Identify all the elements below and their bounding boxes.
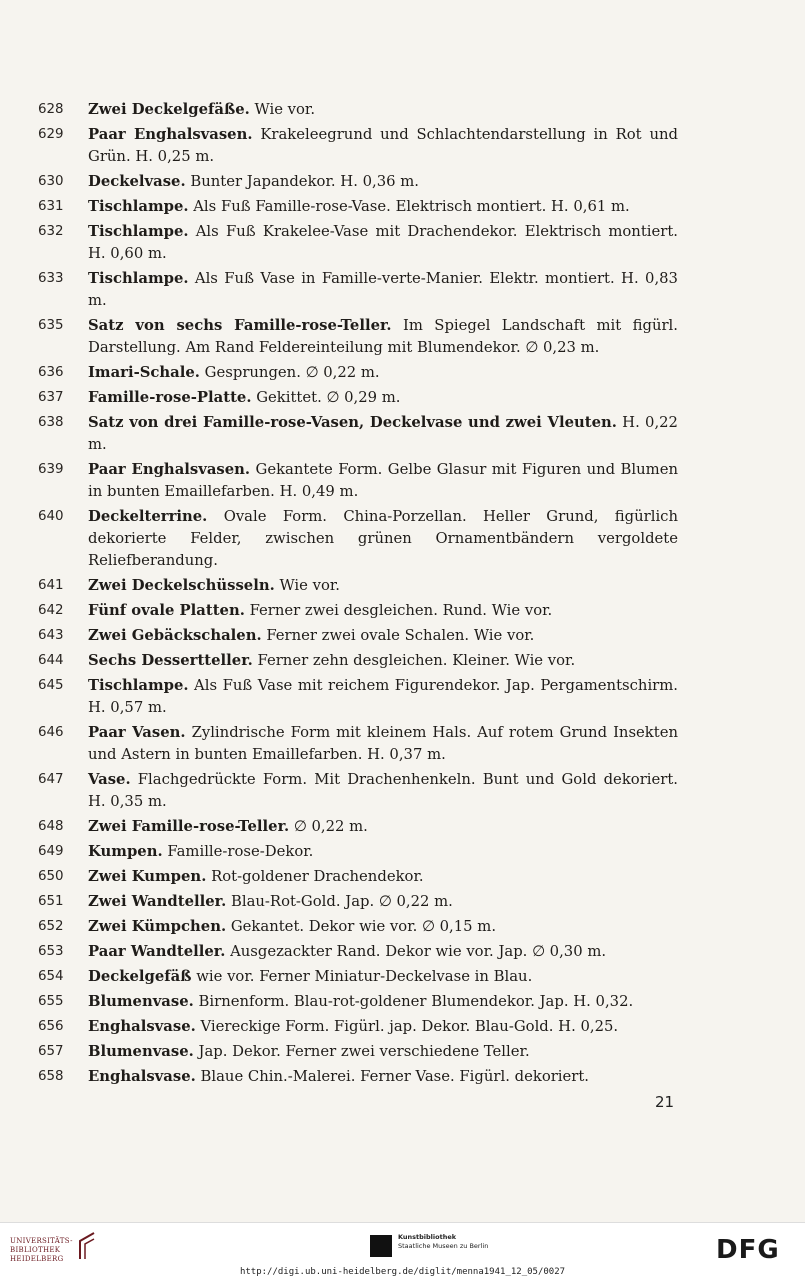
lot-details: Als Fuß Vase in Famille-verte-Manier. Elektr. montiert. H. 0,83 m. [88, 270, 678, 309]
lot-description [88, 891, 678, 913]
catalog-entry [38, 1016, 678, 1038]
lot-number: 637 [38, 390, 64, 405]
lot-number: 645 [38, 678, 64, 693]
lot-title: Tischlampe. [88, 198, 189, 215]
kunstbibliothek-label [398, 1233, 488, 1251]
lot-number: 633 [38, 271, 64, 286]
lot-number: 656 [38, 1019, 64, 1034]
lot-number: 653 [38, 944, 64, 959]
lot-details: Gekantete Form. Gelbe Glasur mit Figuren und Blumen in bunten Emaillefarben. H. 0,49 m. [88, 461, 678, 500]
lot-description [88, 1016, 678, 1038]
catalog-entry [38, 506, 678, 572]
lot-title: Zwei Kümpchen. [88, 918, 227, 935]
lot-title: Deckelgefäß [88, 968, 192, 985]
lot-title: Deckelterrine. [88, 508, 208, 525]
lot-number: 635 [38, 318, 64, 333]
lot-details: Birnenform. Blau-rot-goldener Blumendekor. Jap. H. 0,32. [198, 993, 634, 1010]
lot-number: 640 [38, 509, 64, 524]
lot-details: wie vor. Ferner Miniatur-Deckelvase in Blau. [196, 968, 533, 985]
catalog-entry [38, 412, 678, 456]
lot-description [88, 221, 678, 265]
lot-number: 632 [38, 224, 64, 239]
lot-title: Deckelvase. [88, 173, 186, 190]
university-library-label [10, 1237, 73, 1264]
lot-description [88, 1066, 678, 1088]
catalog-entry [38, 966, 678, 988]
lot-number: 644 [38, 653, 64, 668]
catalog-entry [38, 196, 678, 218]
lot-description [88, 841, 678, 863]
lot-description [88, 412, 678, 456]
kunstbibliothek-subtitle: Staatliche Museen zu Berlin [398, 1242, 489, 1250]
catalog-entry [38, 171, 678, 193]
lot-details: Ausgezackter Rand. Dekor wie vor. Jap. ∅ 0,30 m. [230, 943, 607, 960]
catalog-entry [38, 722, 678, 766]
lot-title: Zwei Wandteller. [88, 893, 227, 910]
catalog-entry [38, 1041, 678, 1063]
lot-title: Tischlampe. [88, 270, 189, 287]
page-number: 21 [655, 1093, 675, 1111]
lot-details: ∅ 0,22 m. [293, 818, 368, 835]
catalog-entry [38, 675, 678, 719]
lot-title: Paar Enghalsvasen. [88, 461, 251, 478]
lot-description [88, 575, 678, 597]
lot-number: 641 [38, 578, 64, 593]
university-line: UNIVERSITÄTS- [10, 1237, 73, 1245]
lot-description [88, 362, 678, 384]
lot-details: Gekantet. Dekor wie vor. ∅ 0,15 m. [230, 918, 497, 935]
lot-description [88, 387, 678, 409]
catalog-entry [38, 916, 678, 938]
lot-details: Blaue Chin.-Malerei. Ferner Vase. Figürl. dekoriert. [200, 1068, 590, 1085]
lot-title: Fünf ovale Platten. [88, 602, 245, 619]
lot-description [88, 625, 678, 647]
lot-details: Blau-Rot-Gold. Jap. ∅ 0,22 m. [230, 893, 453, 910]
lot-number: 651 [38, 894, 64, 909]
lot-description [88, 196, 678, 218]
lot-number: 630 [38, 174, 64, 189]
lot-description [88, 99, 678, 121]
lot-details: Ovale Form. China-Porzellan. Heller Grund, figürlich dekorierte Felder, zwischen grünen Ornamentbändern vergoldete Reliefberandung. [88, 508, 678, 569]
lot-number: 647 [38, 772, 64, 787]
lot-number: 636 [38, 365, 64, 380]
catalog-entry [38, 362, 678, 384]
lot-details: Flachgedrückte Form. Mit Drachenhenkeln. Bunt und Gold dekoriert. H. 0,35 m. [88, 771, 678, 810]
kunstbibliothek-title: Kunstbibliothek [398, 1233, 457, 1241]
lot-details: Famille-rose-Dekor. [167, 843, 314, 860]
lot-details: Im Spiegel Landschaft mit figürl. Darstellung. Am Rand Feldereinteilung mit Blumendekor. ∅ 0,23 m. [88, 317, 678, 356]
lot-title: Zwei Gebäckschalen. [88, 627, 262, 644]
lot-details: Ferner zehn desgleichen. Kleiner. Wie vor. [257, 652, 576, 669]
lot-details: Als Fuß Krakelee-Vase mit Drachendekor. Elektrisch montiert. H. 0,60 m. [88, 223, 678, 262]
lot-title: Zwei Famille-rose-Teller. [88, 818, 290, 835]
lot-description [88, 866, 678, 888]
lot-number: 643 [38, 628, 64, 643]
lot-details: Zylindrische Form mit kleinem Hals. Auf rotem Grund Insekten und Astern in bunten Emaillefarben. H. 0,37 m. [88, 724, 678, 763]
lot-details: Wie vor. [254, 101, 316, 118]
lot-number: 642 [38, 603, 64, 618]
catalog-entry [38, 575, 678, 597]
lot-title: Famille-rose-Platte. [88, 389, 252, 406]
catalog-entry [38, 841, 678, 863]
lot-number: 628 [38, 102, 64, 117]
catalog-entry [38, 315, 678, 359]
lot-title: Imari-Schale. [88, 364, 200, 381]
catalog-entry [38, 769, 678, 813]
lot-description [88, 650, 678, 672]
lot-number: 650 [38, 869, 64, 884]
catalog-entry [38, 991, 678, 1013]
lot-details: Krakeleegrund und Schlachtendarstellung in Rot und Grün. H. 0,25 m. [88, 126, 678, 165]
catalog-entry [38, 941, 678, 963]
lot-details: Wie vor. [279, 577, 341, 594]
catalog-entry [38, 891, 678, 913]
lot-number: 649 [38, 844, 64, 859]
lot-title: Vase. [88, 771, 131, 788]
lot-number: 654 [38, 969, 64, 984]
lot-number: 631 [38, 199, 64, 214]
lot-number: 646 [38, 725, 64, 740]
lot-details: Jap. Dekor. Ferner zwei verschiedene Teller. [198, 1043, 530, 1060]
catalog-entry [38, 600, 678, 622]
catalog-entry-list [38, 99, 678, 1091]
lot-details: Ferner zwei ovale Schalen. Wie vor. [266, 627, 535, 644]
lot-title: Sechs Dessertteller. [88, 652, 253, 669]
lot-description [88, 675, 678, 719]
lot-details: Bunter Japandekor. H. 0,36 m. [190, 173, 419, 190]
catalog-entry [38, 459, 678, 503]
lot-description [88, 769, 678, 813]
dfg-logo: DFG [716, 1235, 780, 1265]
lot-title: Blumenvase. [88, 1043, 194, 1060]
lot-description [88, 506, 678, 572]
lot-title: Satz von drei Famille-rose-Vasen, Deckelvase und zwei Vleuten. [88, 414, 617, 431]
lot-description [88, 268, 678, 312]
lot-details: Gekittet. ∅ 0,29 m. [256, 389, 401, 406]
lot-title: Zwei Deckelschüsseln. [88, 577, 275, 594]
university-logo-icon [74, 1231, 96, 1261]
lot-number: 655 [38, 994, 64, 1009]
catalog-entry [38, 387, 678, 409]
lot-number: 658 [38, 1069, 64, 1084]
lot-description [88, 941, 678, 963]
lot-description [88, 991, 678, 1013]
kunstbibliothek-logo-icon [370, 1235, 392, 1257]
lot-details: Gesprungen. ∅ 0,22 m. [204, 364, 380, 381]
lot-description [88, 171, 678, 193]
lot-description [88, 315, 678, 359]
lot-title: Enghalsvase. [88, 1068, 196, 1085]
lot-description [88, 124, 678, 168]
catalog-entry [38, 650, 678, 672]
lot-number: 648 [38, 819, 64, 834]
lot-description [88, 966, 678, 988]
lot-title: Blumenvase. [88, 993, 194, 1010]
catalog-entry [38, 221, 678, 265]
lot-title: Tischlampe. [88, 223, 189, 240]
lot-description [88, 1041, 678, 1063]
lot-title: Kumpen. [88, 843, 163, 860]
lot-number: 638 [38, 415, 64, 430]
lot-details: Viereckige Form. Figürl. jap. Dekor. Blau-Gold. H. 0,25. [200, 1018, 619, 1035]
catalog-entry [38, 124, 678, 168]
lot-title: Paar Enghalsvasen. [88, 126, 253, 143]
lot-title: Paar Vasen. [88, 724, 186, 741]
lot-description [88, 916, 678, 938]
university-line: HEIDELBERG [10, 1255, 64, 1263]
lot-details: Ferner zwei desgleichen. Rund. Wie vor. [249, 602, 553, 619]
lot-title: Tischlampe. [88, 677, 189, 694]
digitization-footer [0, 1222, 805, 1280]
lot-details: Als Fuß Vase mit reichem Figurendekor. Jap. Pergamentschirm. H. 0,57 m. [88, 677, 678, 716]
lot-title: Satz von sechs Famille-rose-Teller. [88, 317, 392, 334]
lot-title: Zwei Kumpen. [88, 868, 207, 885]
lot-title: Zwei Deckelgefäße. [88, 101, 250, 118]
lot-details: H. 0,22 m. [88, 414, 678, 453]
catalog-entry [38, 268, 678, 312]
lot-description [88, 459, 678, 503]
catalog-entry [38, 99, 678, 121]
lot-number: 652 [38, 919, 64, 934]
lot-details: Als Fuß Famille-rose-Vase. Elektrisch montiert. H. 0,61 m. [193, 198, 630, 215]
lot-number: 639 [38, 462, 64, 477]
source-url[interactable]: http://digi.ub.uni-heidelberg.de/diglit/menna1941_12_05/0027 [239, 1267, 566, 1277]
lot-title: Paar Wandteller. [88, 943, 226, 960]
lot-description [88, 600, 678, 622]
lot-title: Enghalsvase. [88, 1018, 196, 1035]
catalog-entry [38, 625, 678, 647]
lot-details: Rot-goldener Drachendekor. [211, 868, 424, 885]
university-line: BIBLIOTHEK [10, 1246, 61, 1254]
catalog-entry [38, 1066, 678, 1088]
lot-number: 629 [38, 127, 64, 142]
lot-description [88, 816, 678, 838]
lot-description [88, 722, 678, 766]
lot-number: 657 [38, 1044, 64, 1059]
catalog-entry [38, 866, 678, 888]
catalog-entry [38, 816, 678, 838]
